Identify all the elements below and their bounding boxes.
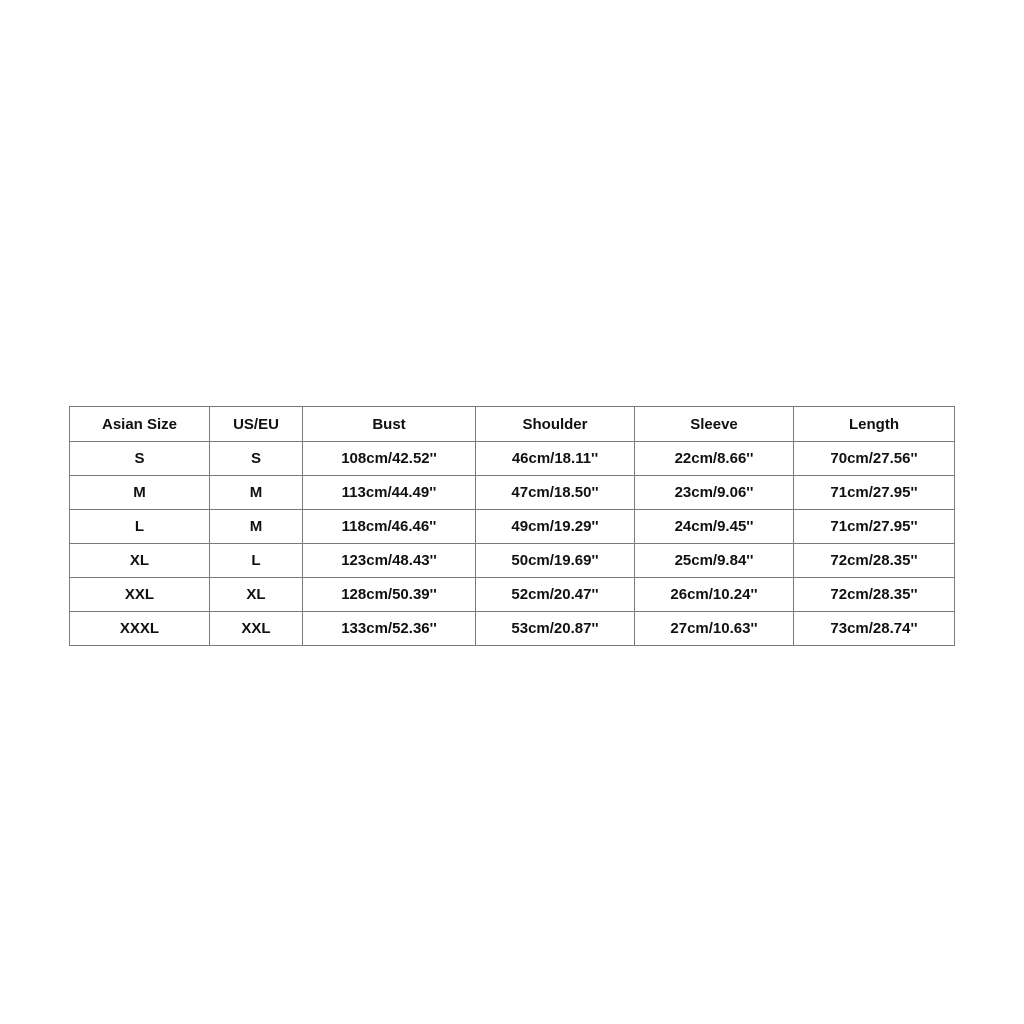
size-chart-table <box>69 406 955 646</box>
table-row <box>70 544 955 578</box>
header-asian-size: Asian Size <box>70 407 210 442</box>
cell-sleeve: 23cm/9.06'' <box>635 476 794 510</box>
cell-bust: 118cm/46.46'' <box>303 510 476 544</box>
cell-us-eu: M <box>210 476 303 510</box>
cell-length: 71cm/27.95'' <box>794 510 955 544</box>
header-bust: Bust <box>303 407 476 442</box>
cell-asian-size: M <box>70 476 210 510</box>
cell-us-eu: XL <box>210 578 303 612</box>
table-row <box>70 510 955 544</box>
cell-length: 72cm/28.35'' <box>794 578 955 612</box>
cell-bust: 113cm/44.49'' <box>303 476 476 510</box>
table-row <box>70 476 955 510</box>
cell-asian-size: S <box>70 442 210 476</box>
cell-asian-size: L <box>70 510 210 544</box>
cell-us-eu: S <box>210 442 303 476</box>
cell-us-eu: XXL <box>210 612 303 646</box>
cell-us-eu: L <box>210 544 303 578</box>
cell-shoulder: 47cm/18.50'' <box>476 476 635 510</box>
cell-length: 70cm/27.56'' <box>794 442 955 476</box>
cell-bust: 133cm/52.36'' <box>303 612 476 646</box>
cell-sleeve: 26cm/10.24'' <box>635 578 794 612</box>
cell-bust: 123cm/48.43'' <box>303 544 476 578</box>
cell-sleeve: 27cm/10.63'' <box>635 612 794 646</box>
cell-sleeve: 22cm/8.66'' <box>635 442 794 476</box>
cell-length: 73cm/28.74'' <box>794 612 955 646</box>
cell-sleeve: 25cm/9.84'' <box>635 544 794 578</box>
cell-length: 71cm/27.95'' <box>794 476 955 510</box>
cell-shoulder: 52cm/20.47'' <box>476 578 635 612</box>
cell-asian-size: XXXL <box>70 612 210 646</box>
table-row <box>70 442 955 476</box>
table-row <box>70 612 955 646</box>
watermark: ​ <box>65 360 75 390</box>
header-length: Length <box>794 407 955 442</box>
cell-shoulder: 50cm/19.69'' <box>476 544 635 578</box>
header-shoulder: Shoulder <box>476 407 635 442</box>
cell-bust: 108cm/42.52'' <box>303 442 476 476</box>
cell-sleeve: 24cm/9.45'' <box>635 510 794 544</box>
cell-us-eu: M <box>210 510 303 544</box>
cell-bust: 128cm/50.39'' <box>303 578 476 612</box>
cell-length: 72cm/28.35'' <box>794 544 955 578</box>
cell-shoulder: 53cm/20.87'' <box>476 612 635 646</box>
cell-asian-size: XL <box>70 544 210 578</box>
table-row <box>70 578 955 612</box>
table-header-row <box>70 407 955 442</box>
cell-shoulder: 46cm/18.11'' <box>476 442 635 476</box>
header-sleeve: Sleeve <box>635 407 794 442</box>
header-us-eu: US/EU <box>210 407 303 442</box>
cell-asian-size: XXL <box>70 578 210 612</box>
cell-shoulder: 49cm/19.29'' <box>476 510 635 544</box>
